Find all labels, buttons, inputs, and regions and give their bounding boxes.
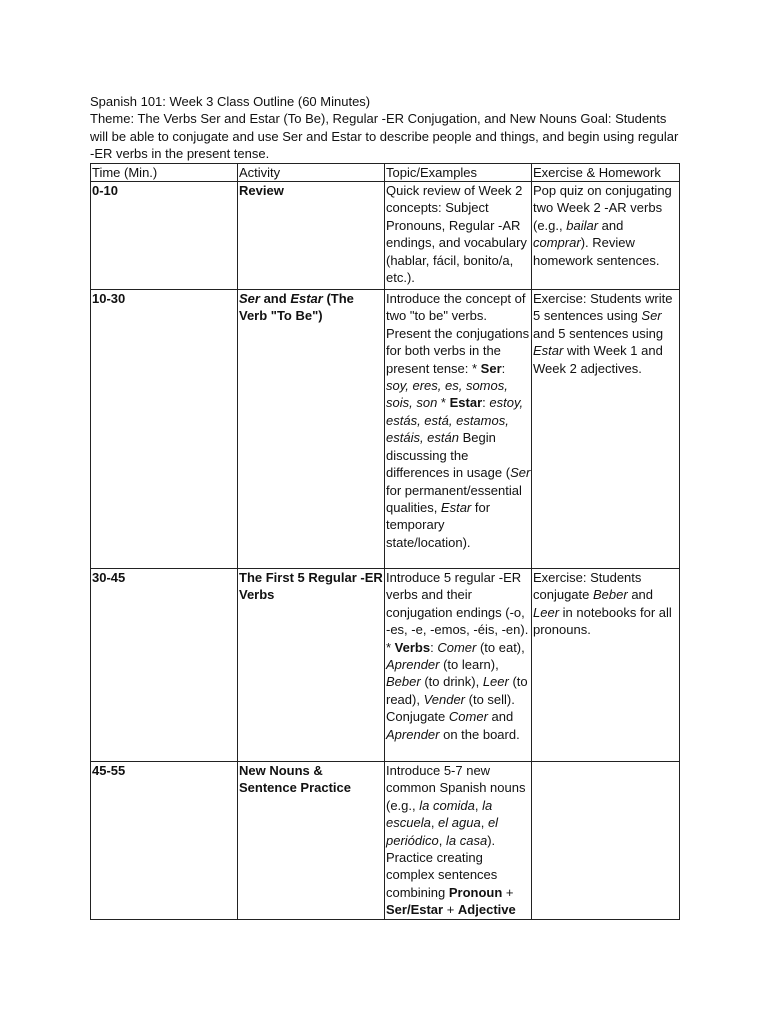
topic-text: Verbs	[394, 639, 431, 655]
topic-text: Begin discussing the differences in usage (	[386, 430, 511, 481]
exercise-text: Exercise: Students write 5 sentences using	[533, 291, 673, 324]
exercise-text: and 5 sentences using	[533, 325, 664, 341]
row-exercise	[532, 569, 680, 762]
topic-text: la escuela	[386, 797, 493, 831]
topic-text: Quick review of Week 2 concepts: Subject Pronouns, Regular -AR endings, and vocabulary (hablar, fácil, bonito/a, etc.).	[386, 183, 527, 286]
row-time: 45-55	[91, 762, 238, 920]
topic-text: Estar	[449, 395, 483, 411]
row-exercise	[532, 182, 680, 290]
table-row	[91, 569, 680, 762]
exercise-text: Exercise: Students conjugate	[533, 570, 642, 603]
header-time: Time (Min.)	[91, 163, 238, 181]
topic-text: +	[502, 884, 514, 900]
topic-text: Estar	[440, 499, 472, 515]
exercise-text: Estar	[533, 343, 564, 359]
topic-text: ,	[438, 832, 446, 848]
topic-text: Aprender	[386, 726, 440, 742]
topic-text: (to drink),	[420, 674, 483, 690]
topic-text: Ser	[510, 465, 531, 481]
topic-text: estoy, estás, está, estamos, estáis, están	[386, 395, 524, 446]
topic-text: Aprender	[386, 657, 440, 673]
topic-text: ,	[474, 797, 483, 813]
exercise-text: Pop quiz on conjugating two Week 2 -AR verbs (e.g.,	[533, 183, 672, 233]
exercise-text: Beber	[593, 587, 628, 603]
topic-text: la comida	[419, 797, 475, 813]
topic-text: soy, eres, es, somos, sois, son	[386, 378, 508, 411]
document-intro	[90, 93, 680, 163]
topic-text: on the board.	[439, 726, 520, 742]
class-outline-table	[90, 163, 680, 920]
topic-text: ). Practice creating complex sentences combining	[386, 832, 498, 900]
activity-text: Ser	[239, 291, 260, 307]
row-activity	[238, 290, 385, 569]
row-time: 0-10	[91, 182, 238, 290]
row-time: 30-45	[91, 569, 238, 762]
exercise-text: comprar	[533, 235, 581, 251]
row-topic	[385, 569, 532, 762]
topic-text: Introduce 5 regular -ER verbs and their conjugation endings (-o, -es, -e, -emos, -éis, -en). *	[386, 570, 529, 655]
document-theme: Theme: The Verbs Ser and Estar (To Be), Regular -ER Conjugation, and New Nouns Goal: Students will be able to conjugate and use Ser and Estar to describe people and things, and begin using regular -ER verbs in the present tense.	[90, 111, 679, 162]
topic-text: *	[437, 395, 450, 411]
table-header-row	[91, 163, 680, 181]
topic-text: :	[430, 639, 438, 655]
exercise-text: Ser	[641, 308, 662, 324]
topic-text: Vender	[423, 691, 466, 707]
row-exercise	[532, 762, 680, 920]
activity-text: (The Verb "To Be")	[239, 291, 354, 324]
row-activity: New Nouns & Sentence Practice	[238, 762, 385, 920]
header-topic: Topic/Examples	[385, 163, 532, 181]
document-page	[90, 93, 680, 920]
topic-text: (to read),	[386, 674, 528, 707]
exercise-text: and	[627, 587, 654, 603]
topic-text: for temporary state/location).	[386, 499, 491, 550]
topic-text: el agua	[438, 815, 481, 831]
table-row	[91, 762, 680, 920]
topic-text: Introduce the concept of two "to be" verbs. Present the conjugations for both verbs in the present tense: *	[386, 291, 530, 376]
exercise-text: bailar	[566, 217, 599, 233]
topic-text: for permanent/essential qualities,	[386, 482, 522, 515]
row-activity: Review	[238, 182, 385, 290]
header-activity: Activity	[238, 163, 385, 181]
topic-text: (to learn),	[439, 657, 499, 673]
topic-text: Adjective	[457, 902, 516, 918]
exercise-text: ). Review homework sentences.	[533, 235, 660, 268]
exercise-text: and	[598, 217, 624, 233]
topic-text: (to sell). Conjugate	[386, 691, 515, 725]
topic-text: Comer	[437, 639, 477, 655]
topic-text: +	[443, 902, 458, 918]
topic-text: ,	[480, 815, 488, 831]
topic-text: and	[487, 709, 514, 725]
topic-text: :	[501, 360, 506, 376]
row-time: 10-30	[91, 290, 238, 569]
topic-text: Comer	[448, 709, 488, 725]
topic-text: (to eat),	[476, 639, 525, 655]
topic-text: Leer	[482, 674, 509, 690]
row-activity: The First 5 Regular -ER Verbs	[238, 569, 385, 762]
row-topic	[385, 290, 532, 569]
document-title: Spanish 101: Week 3 Class Outline (60 Minutes)	[90, 94, 371, 109]
table-row	[91, 290, 680, 569]
topic-text: :	[482, 395, 490, 411]
topic-text: Ser/Estar	[386, 902, 444, 918]
topic-text: el periódico	[386, 815, 499, 848]
topic-text: Pronoun	[448, 884, 503, 900]
topic-text: Introduce 5-7 new common Spanish nouns (e.g.,	[386, 763, 526, 813]
activity-text: and	[259, 291, 291, 307]
table-row	[91, 182, 680, 290]
row-topic	[385, 762, 532, 920]
row-topic	[385, 182, 532, 290]
row-exercise	[532, 290, 680, 569]
topic-text: Beber	[386, 674, 421, 690]
topic-text: ,	[430, 815, 439, 831]
exercise-text: Leer	[533, 604, 560, 620]
activity-text: Estar	[290, 291, 323, 307]
header-exercise: Exercise & Homework	[532, 163, 680, 181]
exercise-text: with Week 1 and Week 2 adjectives.	[533, 343, 663, 376]
topic-text: Ser	[480, 360, 502, 376]
topic-text: la casa	[446, 832, 488, 848]
exercise-text: in notebooks for all pronouns.	[533, 604, 672, 638]
